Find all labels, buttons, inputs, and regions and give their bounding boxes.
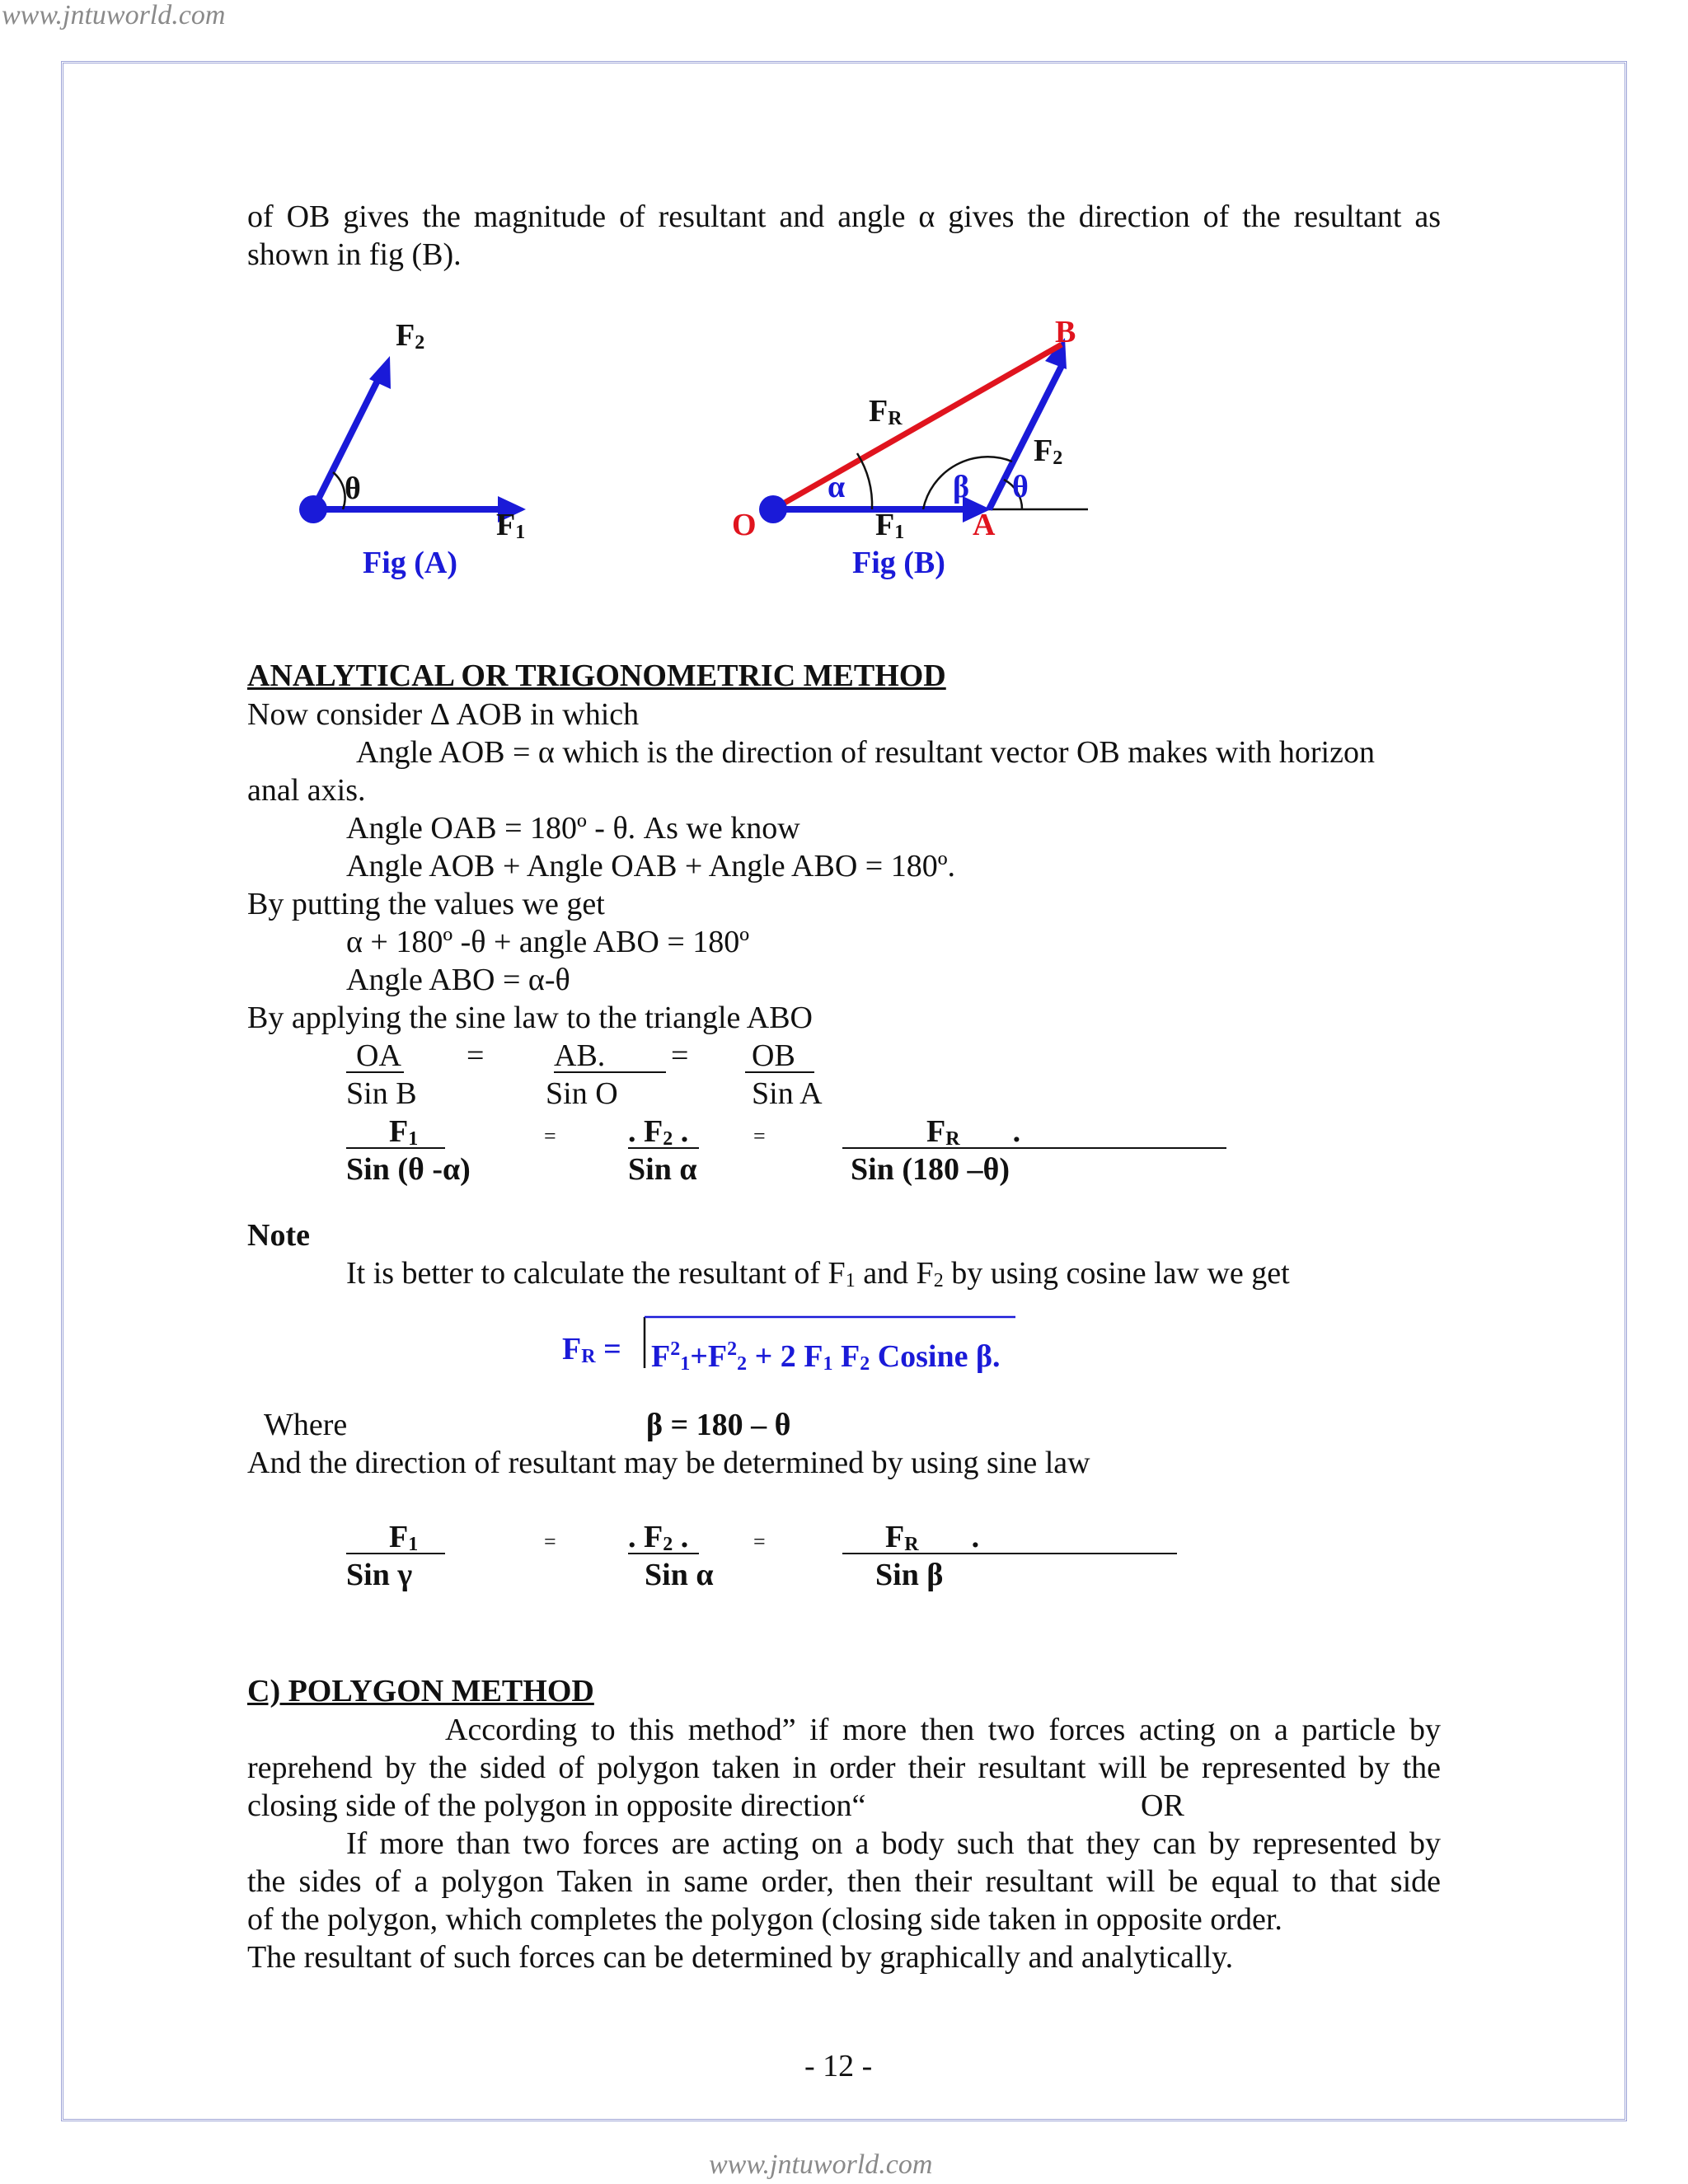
polygon-p2-line-4: The resultant of such forces can be determined by graphically and analytically. <box>247 1940 1234 1975</box>
fig-b-f1-label: F1 <box>875 508 905 543</box>
sine-law-1-num-3: OB <box>752 1038 795 1073</box>
point-o <box>759 495 787 523</box>
watermark-bottom: www.jntuworld.com <box>709 2149 933 2180</box>
analytical-line-2: Angle AOB = α which is the direction of resultant vector OB makes with horizon <box>356 735 1375 770</box>
sine-law-1-den-1: Sin B <box>346 1076 417 1111</box>
sine-law-3-den-3: Sin β <box>875 1558 944 1592</box>
theta-arc <box>333 472 345 509</box>
polygon-heading: C) POLYGON METHOD <box>247 1674 594 1708</box>
analytical-line-7: α + 180º -θ + angle ABO = 180º <box>346 925 750 959</box>
intro-line-1: of OB gives the magnitude of resultant and angle α gives the direction of the resultant as <box>247 199 1441 234</box>
polygon-or: OR <box>1141 1788 1184 1823</box>
sine-law-1-num-1: OA <box>356 1038 401 1073</box>
note-text: It is better to calculate the resultant of F1 and F2 by using cosine law we get <box>346 1256 1290 1291</box>
sine-law-2-eq-2: = <box>753 1124 766 1148</box>
sine-law-1-eq-2: = <box>671 1038 689 1073</box>
analytical-line-5: Angle AOB + Angle OAB + Angle ABO = 180º. <box>346 849 955 883</box>
watermark-top: www.jntuworld.com <box>2 0 226 30</box>
fig-a-f2-label: F2 <box>396 318 425 354</box>
sine-law-1-eq-1: = <box>467 1038 485 1073</box>
sine-law-3-den-2: Sin α <box>645 1558 714 1592</box>
analytical-line-4: Angle OAB = 180º - θ. As we know <box>346 811 800 846</box>
sine-law-2-num-2: . F2 . <box>628 1114 689 1150</box>
fig-b-theta-label: θ <box>1012 470 1029 504</box>
polygon-p1-line-2: reprehend by the sided of polygon taken in order their resultant will be represented by the <box>247 1750 1441 1785</box>
where-label: Where <box>264 1408 348 1442</box>
polygon-p2-line-2: the sides of a polygon Taken in same order, then their resultant will be equal to that side <box>247 1864 1441 1899</box>
analytical-line-8: Angle ABO = α-θ <box>346 963 570 997</box>
page-number: - 12 - <box>804 2049 873 2083</box>
analytical-line-6: By putting the values we get <box>247 887 605 921</box>
polygon-p1-line-1: According to this method” if more then two forces acting on a particle by <box>445 1713 1441 1747</box>
sine-law-3-num-2: . F2 . <box>628 1520 689 1555</box>
fig-b-o-label: O <box>732 508 757 542</box>
fig-b-beta-label: β <box>953 470 970 504</box>
fig-a-caption: Fig (A) <box>363 546 458 580</box>
fig-b-alpha-label: α <box>828 470 846 504</box>
polygon-p2-line-3: of the polygon, which completes the polygon (closing side taken in opposite order. <box>247 1902 1282 1937</box>
analytical-line-9: By applying the sine law to the triangle ABO <box>247 1001 814 1035</box>
fig-b-f2-label: F2 <box>1034 434 1063 469</box>
intro-line-2: shown in fig (B). <box>247 237 462 272</box>
sine-law-3-eq-2: = <box>753 1530 766 1554</box>
sine-law-2-den-3: Sin (180 –θ) <box>851 1152 1010 1187</box>
cosine-formula-lhs: FR = <box>562 1332 621 1367</box>
sine-law-3-eq-1: = <box>544 1530 556 1554</box>
sine-law-2-den-1: Sin (θ -α) <box>346 1152 471 1187</box>
direction-text: And the direction of resultant may be determined by using sine law <box>247 1446 1090 1480</box>
polygon-p1-line-3: closing side of the polygon in opposite direction“ <box>247 1788 866 1823</box>
sine-law-3-num-3: FR . <box>885 1520 980 1555</box>
where-expression: β = 180 – θ <box>646 1408 791 1442</box>
fig-b-caption: Fig (B) <box>852 546 945 580</box>
sine-law-2-num-1: F1 <box>389 1114 419 1150</box>
analytical-heading: ANALYTICAL OR TRIGONOMETRIC METHOD <box>247 658 946 693</box>
fraction-bar <box>842 1147 1226 1149</box>
cosine-formula-rhs: $F^21+F^22 + 2$ F1 F2 Cosine β. <box>651 1338 1001 1375</box>
origin-point <box>299 495 327 523</box>
fig-a-f1-label: F1 <box>496 508 526 543</box>
fig-a-theta-label: θ <box>345 471 361 506</box>
sine-law-2-eq-1: = <box>544 1124 556 1148</box>
fig-b-fr-label: FR <box>869 394 903 429</box>
note-label: Note <box>247 1218 310 1253</box>
sine-law-2-num-3: FR . <box>926 1114 1021 1150</box>
polygon-p2-line-1: If more than two forces are acting on a body such that they can by represented by <box>346 1826 1441 1861</box>
fig-b-b-label: B <box>1055 315 1076 349</box>
sine-law-2-den-2: Sin α <box>628 1152 697 1187</box>
sine-law-3-den-1: Sin γ <box>346 1558 413 1592</box>
sine-law-1-den-3: Sin A <box>752 1076 823 1111</box>
analytical-line-3: anal axis. <box>247 773 366 808</box>
analytical-line-1: Now consider Δ AOB in which <box>247 697 640 732</box>
sine-law-3-num-1: F1 <box>389 1520 419 1555</box>
fig-b-a-label: A <box>973 508 996 542</box>
sine-law-1-num-2: AB. <box>554 1038 606 1073</box>
sine-law-1-den-2: Sin O <box>546 1076 618 1111</box>
